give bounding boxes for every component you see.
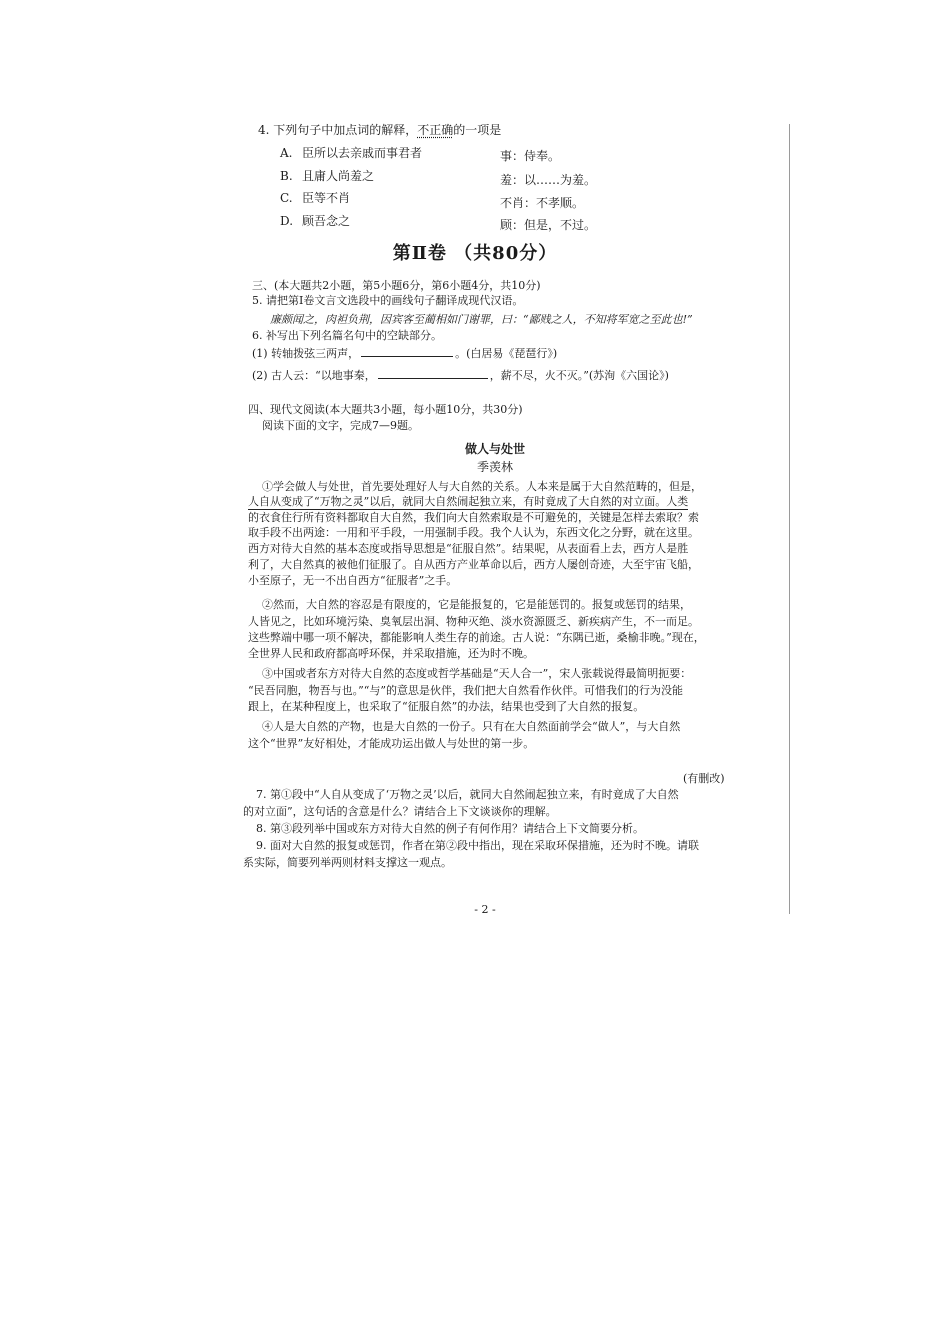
question-5: 5. 请把第Ⅰ卷文言文选段中的画线句子翻译成现代汉语。 <box>252 294 524 307</box>
source-note: (有删改) <box>683 772 725 785</box>
option-a-explain: 事：侍奉。 <box>500 149 561 163</box>
question-6-item-1-pre: (1) 转轴拨弦三两声， <box>252 347 360 360</box>
essay-author: 季羡林 <box>476 460 513 474</box>
option-d-explain: 顾：但是，不过。 <box>500 218 597 232</box>
option-b-label: B. <box>280 169 293 183</box>
part-4-heading: 四、现代文阅读(本大题共3小题，每小题10分，共30分) <box>248 403 523 416</box>
essay-line: ④人是大自然的产物，也是大自然的一份子。只有在大自然面前学会“做人”，与大自然 <box>262 720 681 733</box>
question-5-text: 廉颇闻之，肉袒负荆，因宾客至蔺相如门谢罪，曰：“鄙贱之人，不知将军宽之至此也!” <box>270 313 693 326</box>
option-b-explain: 羞：以……为羞。 <box>500 173 597 187</box>
essay-line: 全世界人民和政府都高呼环保，并采取措施，还为时不晚。 <box>248 647 534 660</box>
essay-title: 做人与处世 <box>464 442 525 456</box>
question-4-stem <box>258 122 501 138</box>
question-6-item-2-post: ，薪不尽，火不灭。”(苏洵《六国论》) <box>489 369 669 382</box>
question-6-item-1 <box>252 346 557 361</box>
question-4-stem-post: 的一项是 <box>453 123 502 137</box>
essay-line: ②然而，大自然的容忍是有限度的，它是能报复的，它是能惩罚的。报复或惩罚的结果， <box>262 598 691 611</box>
essay-line: 人皆见之，比如环境污染、臭氧层出洞、物种灭绝、淡水资源匮乏、新疾病产生，不一而足。 <box>248 615 699 628</box>
question-4-stem-emphasis: 不正确 <box>417 123 454 137</box>
option-c-label: C. <box>280 191 293 205</box>
reading-instruction: 阅读下面的文字，完成7—9题。 <box>262 419 419 432</box>
essay-line: 这个“世界”友好相处，才能成功运出做人与处世的第一步。 <box>248 737 535 750</box>
question-6: 6. 补写出下列名篇名句中的空缺部分。 <box>252 329 442 342</box>
option-c-explain: 不肖：不孝顺。 <box>500 196 585 210</box>
question-9-line-2: 系实际，简要列举两则材料支撑这一观点。 <box>243 856 452 869</box>
question-6-item-2-pre: (2) 古人云：“以地事秦， <box>252 369 376 382</box>
part-3-heading: 三、(本大题共2小题，第5小题6分，第6小题4分，共10分) <box>252 279 541 292</box>
question-4-stem-pre: 4. 下列句子中加点词的解释， <box>258 123 418 137</box>
page-number: - 2 - <box>474 903 496 916</box>
essay-line: 利了，大自然真的被他们征服了。自从西方产业革命以后，西方人屡创奇迹，大至宇宙飞船， <box>248 558 699 571</box>
essay-line: 跟上，在某种程度上，也采取了“征服自然”的办法，结果也受到了大自然的报复。 <box>248 700 645 713</box>
option-c-sentence: 臣等不肖 <box>302 191 351 205</box>
question-8: 8. 第③段列举中国或东方对待大自然的例子有何作用？请结合上下文简要分析。 <box>256 822 644 835</box>
option-a-sentence: 臣所以去亲戚而事君者 <box>302 146 423 160</box>
option-d-sentence: 顾吾念之 <box>302 214 351 228</box>
section-2-title: 第Ⅱ卷 （共80分） <box>392 243 558 264</box>
answer-blank-1[interactable] <box>361 346 453 357</box>
essay-line: 西方对待大自然的基本态度或指导思想是“征服自然”。结果呢，从表面看上去，西方人是胜 <box>248 542 689 555</box>
option-a-label: A. <box>280 146 293 160</box>
option-b-sentence: 且庸人尚羞之 <box>302 169 375 183</box>
question-6-item-1-post: 。(白居易《琵琶行》) <box>455 347 558 360</box>
essay-line: 的衣食住行所有资料都取自大自然，我们向大自然索取是不可避免的，关键是怎样去索取？索 <box>248 511 699 524</box>
essay-line: 这些弊端中哪一项不解决，都能影响人类生存的前途。古人说：“东隅已逝，桑榆非晚。”现在， <box>248 631 705 644</box>
question-7-line-1: 7. 第①段中“人自从变成了‘万物之灵’以后，就同大自然闹起独立来，有时竟成了大自然 <box>256 788 679 801</box>
option-d-label: D. <box>280 214 294 228</box>
essay-line-underlined: 人自从变成了“万物之灵”以后，就同大自然闹起独立来，有时竟成了大自然的对立面。人类 <box>248 495 689 508</box>
answer-blank-2[interactable] <box>378 368 488 379</box>
essay-line: 小至原子，无一不出自西方“征服者”之手。 <box>248 574 458 587</box>
essay-line: “民吾同胞，物吾与也。”“与”的意思是伙伴，我们把大自然看作伙伴。可惜我们的行为没能 <box>248 684 683 697</box>
question-7-line-2: 的对立面”，这句话的含意是什么？请结合上下文谈谈你的理解。 <box>243 805 557 818</box>
essay-line: ③中国或者东方对待大自然的态度或哲学基础是“天人合一”，宋人张载说得最简明扼要： <box>262 667 692 680</box>
question-9-line-1: 9. 面对大自然的报复或惩罚，作者在第②段中指出，现在采取环保措施，还为时不晚。请联 <box>256 839 699 852</box>
question-6-item-2 <box>252 368 669 383</box>
essay-line: 取手段不出两途：一用和平手段，一用强制手段。我个人认为，东西文化之分野，就在这里。 <box>248 526 699 539</box>
essay-line: ①学会做人与处世，首先要处理好人与大自然的关系。人本来是属于大自然范畴的，但是， <box>262 480 702 493</box>
